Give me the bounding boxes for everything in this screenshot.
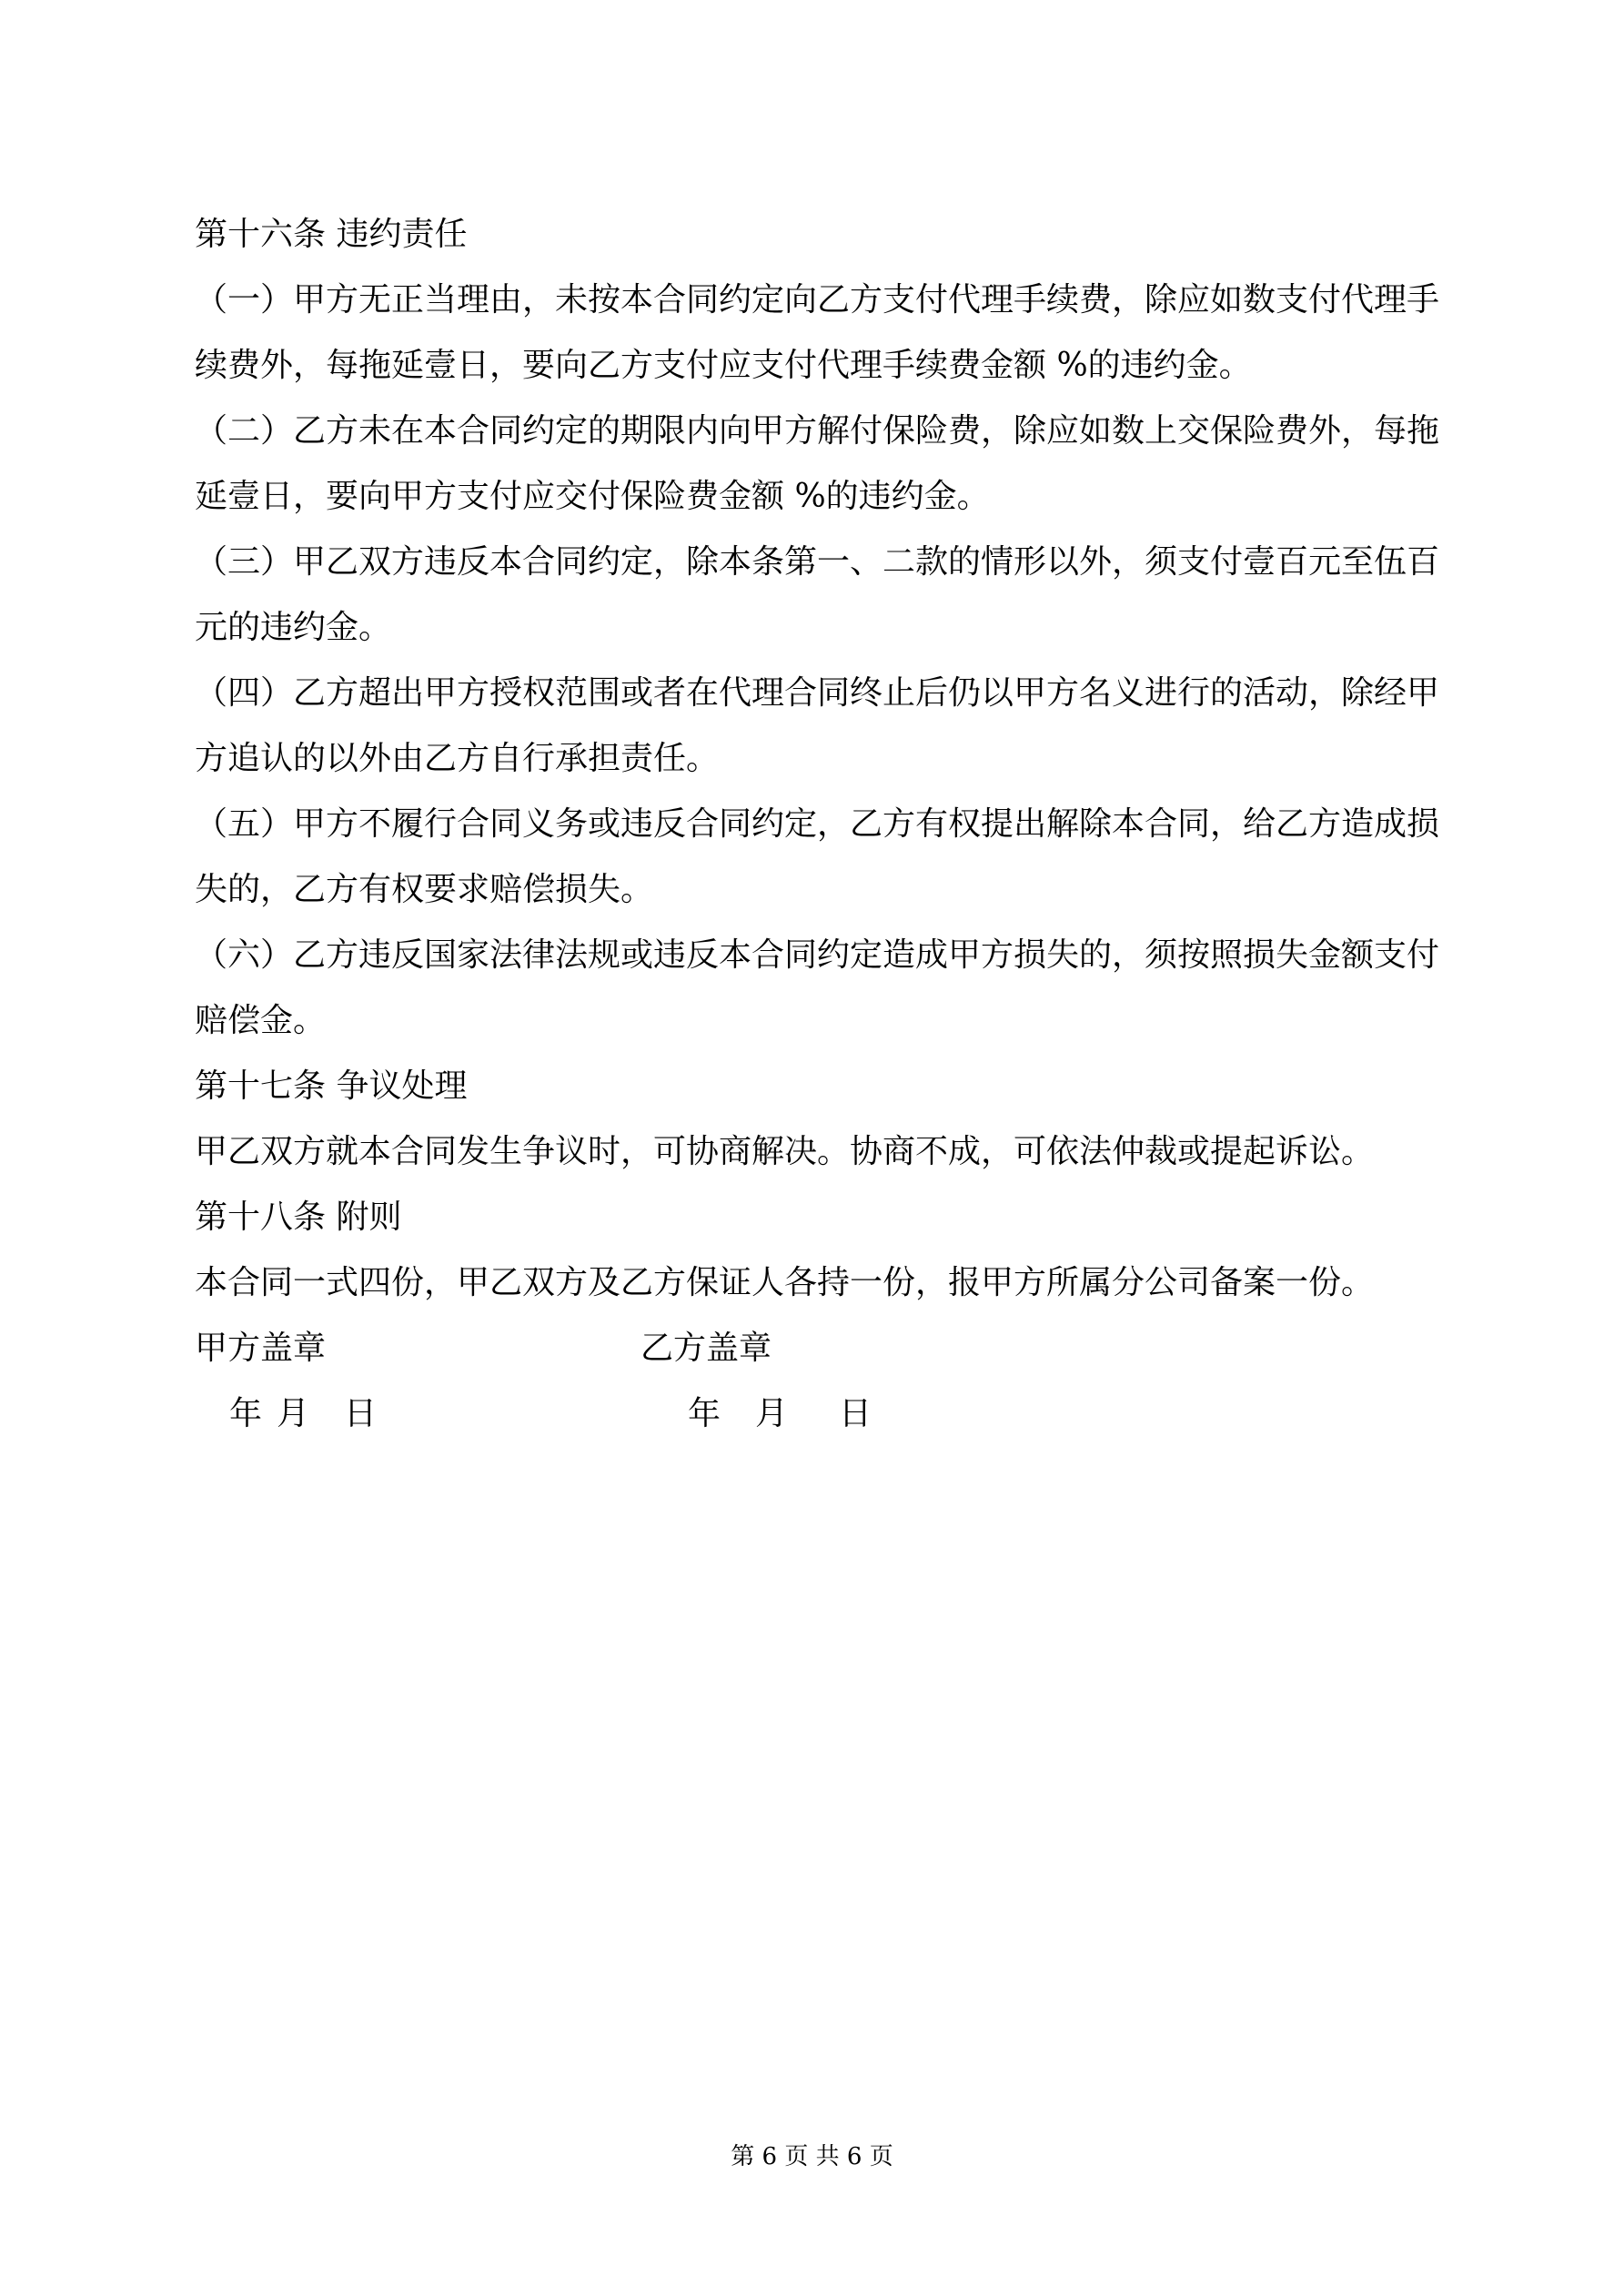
clause-1-line-2: 续费外，每拖延壹日，要向乙方支付应支付代理手续费金额 %的违约金。	[195, 347, 1252, 384]
article-17-heading: 第十七条 争议处理	[195, 1067, 468, 1105]
party-b-date-month: 月	[755, 1395, 789, 1432]
party-b-date-day: 日	[839, 1395, 873, 1432]
clause-5-line-1: （五）甲方不履行合同义务或违反合同约定，乙方有权提出解除本合同，给乙方造成损	[195, 805, 1440, 843]
clause-4-line-1: （四）乙方超出甲方授权范围或者在代理合同终止后仍以甲方名义进行的活动，除经甲	[195, 674, 1440, 712]
party-a-date-year: 年	[229, 1395, 263, 1432]
clause-6-line-2: 赔偿金。	[195, 1002, 327, 1039]
clause-3-line-1: （三）甲乙双方违反本合同约定，除本条第一、二款的情形以外，须支付壹百元至伍百	[195, 543, 1440, 581]
clause-2-line-1: （二）乙方未在本合同约定的期限内向甲方解付保险费，除应如数上交保险费外，每拖	[195, 412, 1440, 450]
article-18-heading: 第十八条 附则	[195, 1199, 402, 1236]
article-17-text: 甲乙双方就本合同发生争议时，可协商解决。协商不成，可依法仲裁或提起诉讼。	[195, 1133, 1375, 1170]
clause-2-line-2: 延壹日，要向甲方支付应交付保险费金额 %的违约金。	[195, 478, 990, 515]
document-body	[195, 202, 1441, 1447]
article-16-heading: 第十六条 违约责任	[195, 216, 468, 253]
date-row	[195, 1381, 1441, 1447]
article-18-text: 本合同一式四份，甲乙双方及乙方保证人各持一份，报甲方所属分公司备案一份。	[195, 1264, 1375, 1301]
signature-row	[195, 1316, 1441, 1381]
page-number-footer: 第 6 页 共 6 页	[731, 2143, 893, 2170]
party-b-date-year: 年	[688, 1395, 721, 1432]
clause-5-line-2: 失的，乙方有权要求赔偿损失。	[195, 871, 654, 908]
clause-1-line-1: （一）甲方无正当理由，未按本合同约定向乙方支付代理手续费，除应如数支付代理手	[195, 281, 1440, 319]
party-a-date-month: 月	[277, 1395, 310, 1432]
clause-4-line-2: 方追认的以外由乙方自行承担责任。	[195, 740, 720, 777]
party-a-date-day: 日	[344, 1395, 378, 1432]
party-b-seal-label: 乙方盖章	[641, 1330, 772, 1367]
clause-3-line-2: 元的违约金。	[195, 609, 392, 646]
party-a-seal-label: 甲方盖章	[195, 1330, 327, 1367]
clause-6-line-1: （六）乙方违反国家法律法规或违反本合同约定造成甲方损失的，须按照损失金额支付	[195, 936, 1440, 974]
